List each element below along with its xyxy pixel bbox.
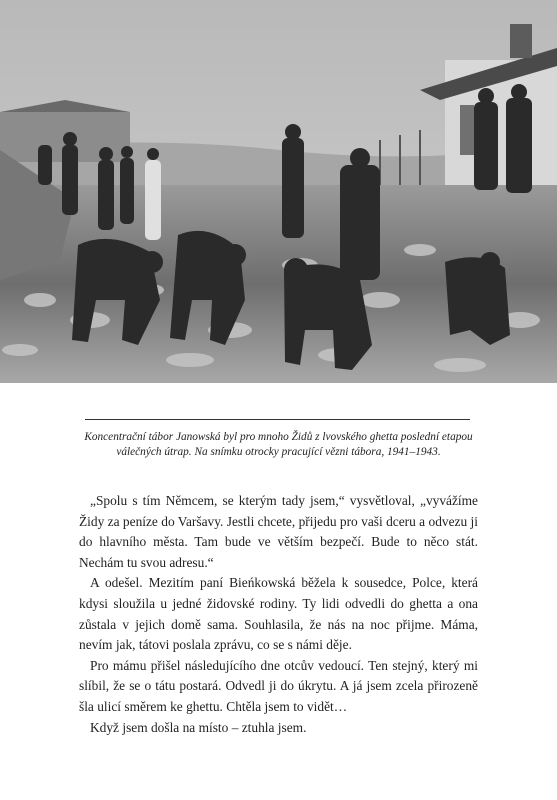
photo-caption [70, 430, 487, 460]
caption-line-1: Koncentrační tábor Janowská byl pro mnoho Židů z lvovského ghetta poslední etapou [84, 431, 473, 443]
paragraph-2: A odešel. Mezitím paní Bieńkowská běžela k sousedce, Polce, která kdysi sloužila u jedné židovské rodiny. Ty lidi odvedli do ghetta a ona zůstala v jejich domě sama. Souhlasila, že nás na noc přijme. Máma, nevím jak, tátovi poslala zprávu, co se s námi děje. [79, 575, 478, 653]
caption-line-2: válečných útrap. Na snímku otrocky pracující vězni tábora, 1941–1943. [116, 446, 441, 458]
historical-photo [0, 0, 557, 383]
paragraph-4: Když jsem došla na místo – ztuhla jsem. [90, 719, 307, 735]
paragraph-1: „Spolu s tím Němcem, se kterým tady jsem,“ vysvětloval, „vyvážíme Židy za peníze do Varšavy. Jestli chcete, přijedu pro vaši dceru a odvezu ji do hlavního města. Tam bude ve větším bezpečí. Bude to něco stát. Nechám tu svou adresu.“ [79, 493, 478, 570]
paragraph-3: Pro mámu přišel následujícího dne otcův vedoucí. Ten stejný, který mi slíbil, že se o tátu postará. Odvedl ji do úkrytu. A já jsem zcela přirozeně šla ulicí směrem ke ghettu. Chtěla jsem to vidět… [79, 657, 478, 714]
body-text [79, 491, 478, 738]
camp-photo-image [0, 0, 557, 383]
caption-divider [85, 419, 470, 420]
